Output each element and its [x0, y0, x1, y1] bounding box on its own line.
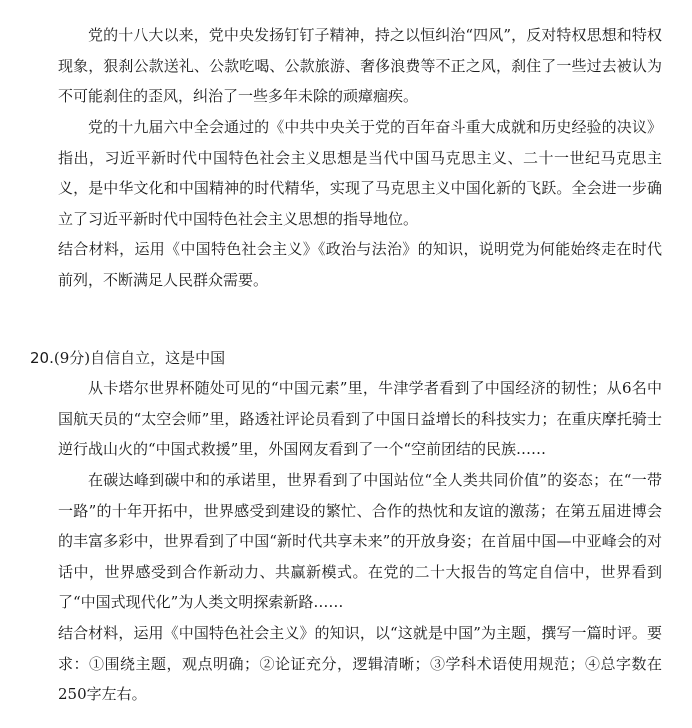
q20-material-paragraph-1: 从卡塔尔世界杯随处可见的“中国元素”里，牛津学者看到了中国经济的韧性；从6名中国航天员的“太空会师”里，路透社评论员看到了中国日益增长的科技实力；在重庆摩托骑士逆行战山火的“中国式救援”里，外国网友看到了一个“空前团结的民族……: [58, 379, 662, 458]
q20-title: (9分)自信自立，这是中国: [53, 349, 226, 367]
q20-number: 20.: [30, 349, 54, 367]
q20-task-prompt: 结合材料，运用《中国特色社会主义》的知识，以“这就是中国”为主题，撰写一篇时评。要求：①围绕主题，观点明确；②论证充分，逻辑清晰；③学科术语使用规范；④总字数在250字左右。: [58, 624, 662, 703]
q20-material-paragraph-2: 在碳达峰到碳中和的承诺里，世界看到了中国站位“全人类共同价值”的姿态；在“一带一路”的十年开拓中，世界感受到建设的繁忙、合作的热忱和友谊的激荡；在第五届进博会的丰富多彩中，世界看到了中国“新时代共享未来”的开放身姿；在首届中国—中亚峰会的对话中，世界感受到合作新动力、共赢新模式。在党的二十大报告的笃定自信中，世界看到了“中国式现代化”为人类文明探索新路……: [58, 471, 662, 611]
q19-material-paragraph-1: 党的十八大以来，党中央发扬钉钉子精神，持之以恒纠治“四风”，反对特权思想和特权现象，狠刹公款送礼、公款吃喝、公款旅游、奢侈浪费等不正之风，刹住了一些过去被认为不可能刹住的歪风，纠治了一些多年未除的顽瘴痼疾。: [58, 26, 662, 105]
q19-material-paragraph-2: 党的十九届六中全会通过的《中共中央关于党的百年奋斗重大成就和历史经验的决议》指出，习近平新时代中国特色社会主义思想是当代中国马克思主义、二十一世纪马克思主义，是中华文化和中国精神的时代精华，实现了马克思主义中国化新的飞跃。全会进一步确立了习近平新时代中国特色社会主义思想的指导地位。: [58, 118, 662, 228]
q20-heading: [30, 343, 670, 374]
q19-task-prompt: 结合材料，运用《中国特色社会主义》《政治与法治》的知识，说明党为何能始终走在时代前列，不断满足人民群众需要。: [58, 240, 662, 289]
